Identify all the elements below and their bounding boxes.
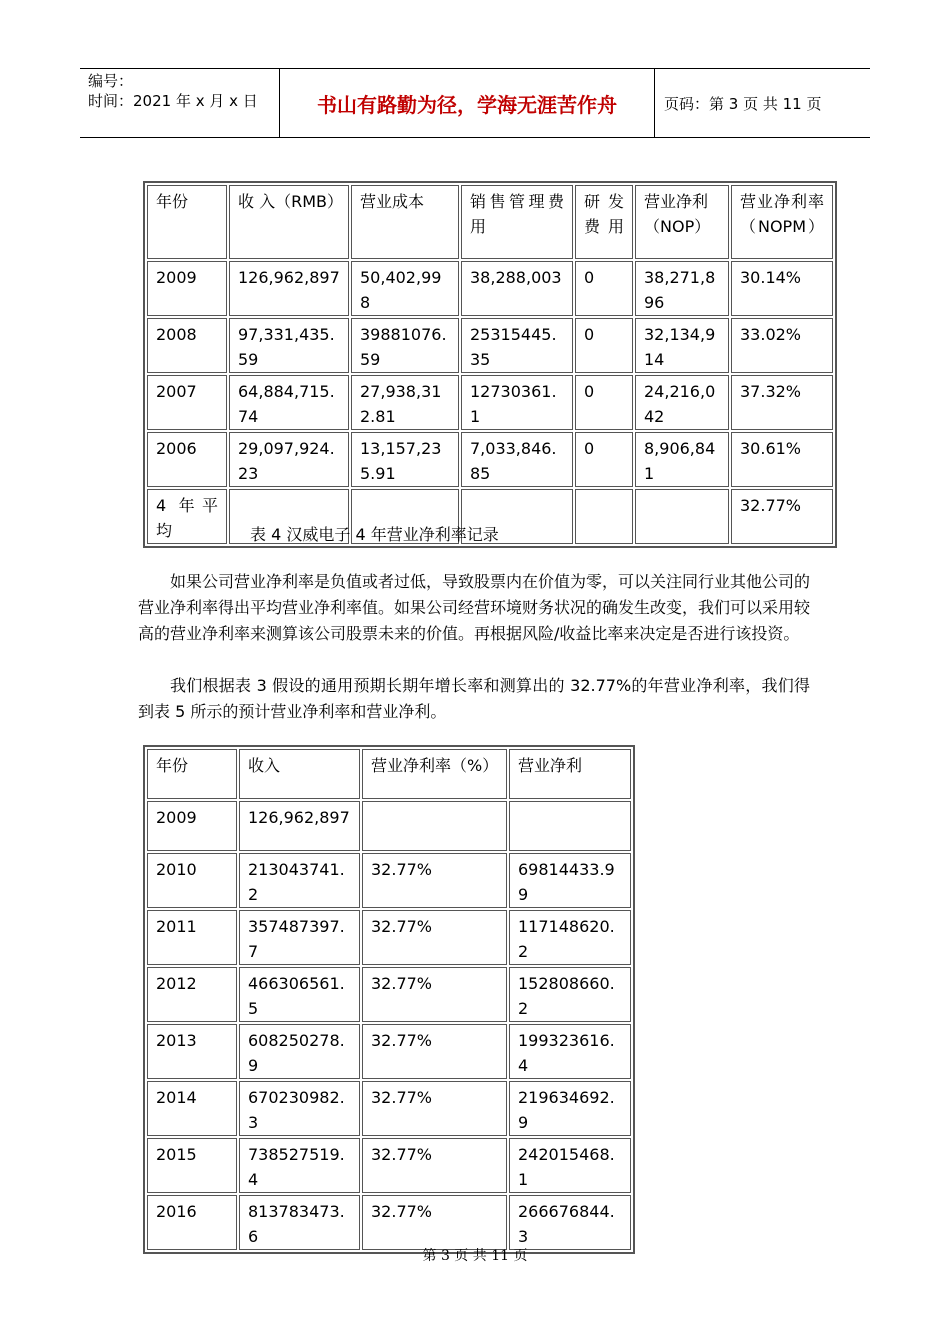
table-cell: 0 xyxy=(575,261,633,316)
table-cell: 2016 xyxy=(147,1195,237,1250)
table-cell: 32.77% xyxy=(731,489,833,544)
table-cell xyxy=(575,489,633,544)
table-cell: 37.32% xyxy=(731,375,833,430)
table-cell: 813783473.6 xyxy=(239,1195,360,1250)
header-cell: 年份 xyxy=(147,185,227,259)
table-cell: 30.14% xyxy=(731,261,833,316)
table-header-row xyxy=(147,185,833,259)
table-cell: 0 xyxy=(575,375,633,430)
table-cell: 38,288,003 xyxy=(461,261,573,316)
table-cell: 69814433.99 xyxy=(509,853,631,908)
table-row xyxy=(147,1024,631,1079)
header-meta xyxy=(80,69,280,137)
header-cell: 营业净利 xyxy=(509,749,631,799)
table-cell: 2010 xyxy=(147,853,237,908)
table-cell: 2009 xyxy=(147,801,237,851)
table-cell: 670230982.3 xyxy=(239,1081,360,1136)
table-row xyxy=(147,432,833,487)
table-cell: 32,134,914 xyxy=(635,318,729,373)
table-cell: 38,271,896 xyxy=(635,261,729,316)
table-cell: 4 年平均 xyxy=(147,489,227,544)
page-footer: 第 3 页 共 11 页 xyxy=(422,1248,528,1264)
table-cell: 13,157,235.91 xyxy=(351,432,459,487)
table-cell: 466306561.5 xyxy=(239,967,360,1022)
table-row xyxy=(147,1081,631,1136)
header-slogan: 书山有路勤为径，学海无涯苦作舟 xyxy=(280,69,655,137)
table-cell: 152808660.2 xyxy=(509,967,631,1022)
table-cell xyxy=(362,801,507,851)
table-cell: 32.77% xyxy=(362,853,507,908)
table-4-caption: 表 4 汉威电子 4 年营业净利率记录 xyxy=(250,525,499,544)
table-cell: 32.77% xyxy=(362,1195,507,1250)
table-cell: 7,033,846.85 xyxy=(461,432,573,487)
header-cell: 收 入（RMB） xyxy=(229,185,349,259)
table-cell: 266676844.3 xyxy=(509,1195,631,1250)
table-row xyxy=(147,801,631,851)
table-cell: 24,216,042 xyxy=(635,375,729,430)
table-row xyxy=(147,318,833,373)
table-cell: 30.61% xyxy=(731,432,833,487)
header-cell: 年份 xyxy=(147,749,237,799)
table-row xyxy=(147,853,631,908)
table-cell: 213043741.2 xyxy=(239,853,360,908)
table-row xyxy=(147,967,631,1022)
paragraph: 如果公司营业净利率是负值或者过低，导致股票内在价值为零，可以关注同行业其他公司的营业净利率得出平均营业净利率值。如果公司经营环境财务状况的确发生改变，我们可以采用较高的营业净利率来测算该公司股票未来的价值。再根据风险/收益比率来决定是否进行该投资。 xyxy=(138,572,811,643)
header-cell: 研发费用 xyxy=(575,185,633,259)
table-4 xyxy=(143,181,837,548)
table-cell: 738527519.4 xyxy=(239,1138,360,1193)
table-cell: 2009 xyxy=(147,261,227,316)
table-cell: 12730361.1 xyxy=(461,375,573,430)
table-cell: 32.77% xyxy=(362,1138,507,1193)
header-cell: 营业净利率（%） xyxy=(362,749,507,799)
table-cell: 8,906,841 xyxy=(635,432,729,487)
table-cell: 97,331,435.59 xyxy=(229,318,349,373)
table-cell: 32.77% xyxy=(362,967,507,1022)
header-cell: 销售管理费用 xyxy=(461,185,573,259)
table-cell: 242015468.1 xyxy=(509,1138,631,1193)
page-header xyxy=(80,68,870,138)
table-cell: 0 xyxy=(575,432,633,487)
table-cell: 32.77% xyxy=(362,1024,507,1079)
header-page-label: 页码：第 3 页 共 11 页 xyxy=(664,94,822,113)
table-cell: 2015 xyxy=(147,1138,237,1193)
table-cell xyxy=(509,801,631,851)
table-cell: 2008 xyxy=(147,318,227,373)
table-cell: 126,962,897 xyxy=(239,801,360,851)
header-cell: 营业净利率（NOPM） xyxy=(731,185,833,259)
doc-time-label: 时间：2021 年 x 月 x 日 xyxy=(88,92,258,110)
table-5 xyxy=(143,745,635,1254)
paragraph: 我们根据表 3 假设的通用预期长期年增长率和测算出的 32.77%的年营业净利率，我们得到表 5 所示的预计营业净利率和营业净利。 xyxy=(138,676,810,721)
table-cell: 117148620.2 xyxy=(509,910,631,965)
table-row xyxy=(147,1195,631,1250)
table-cell xyxy=(635,489,729,544)
header-cell: 营业净利（NOP） xyxy=(635,185,729,259)
table-cell: 50,402,998 xyxy=(351,261,459,316)
table-cell: 33.02% xyxy=(731,318,833,373)
table-cell: 39881076.59 xyxy=(351,318,459,373)
table-cell: 2011 xyxy=(147,910,237,965)
table-row xyxy=(147,261,833,316)
table-cell: 32.77% xyxy=(362,910,507,965)
table-row xyxy=(147,375,833,430)
table-cell: 126,962,897 xyxy=(229,261,349,316)
table-cell: 32.77% xyxy=(362,1081,507,1136)
table-cell: 2007 xyxy=(147,375,227,430)
table-cell: 29,097,924.23 xyxy=(229,432,349,487)
table-cell: 2014 xyxy=(147,1081,237,1136)
table-cell: 219634692.9 xyxy=(509,1081,631,1136)
table-cell: 64,884,715.74 xyxy=(229,375,349,430)
table-cell: 2013 xyxy=(147,1024,237,1079)
table-cell: 357487397.7 xyxy=(239,910,360,965)
header-cell: 收入 xyxy=(239,749,360,799)
header-cell: 营业成本 xyxy=(351,185,459,259)
table-cell: 2006 xyxy=(147,432,227,487)
table-cell: 608250278.9 xyxy=(239,1024,360,1079)
table-cell: 25315445.35 xyxy=(461,318,573,373)
table-header-row xyxy=(147,749,631,799)
table-row xyxy=(147,910,631,965)
table-cell: 2012 xyxy=(147,967,237,1022)
table-cell: 27,938,312.81 xyxy=(351,375,459,430)
table-cell: 0 xyxy=(575,318,633,373)
table-row xyxy=(147,1138,631,1193)
doc-number-label: 编号： xyxy=(88,72,134,90)
table-cell: 199323616.4 xyxy=(509,1024,631,1079)
